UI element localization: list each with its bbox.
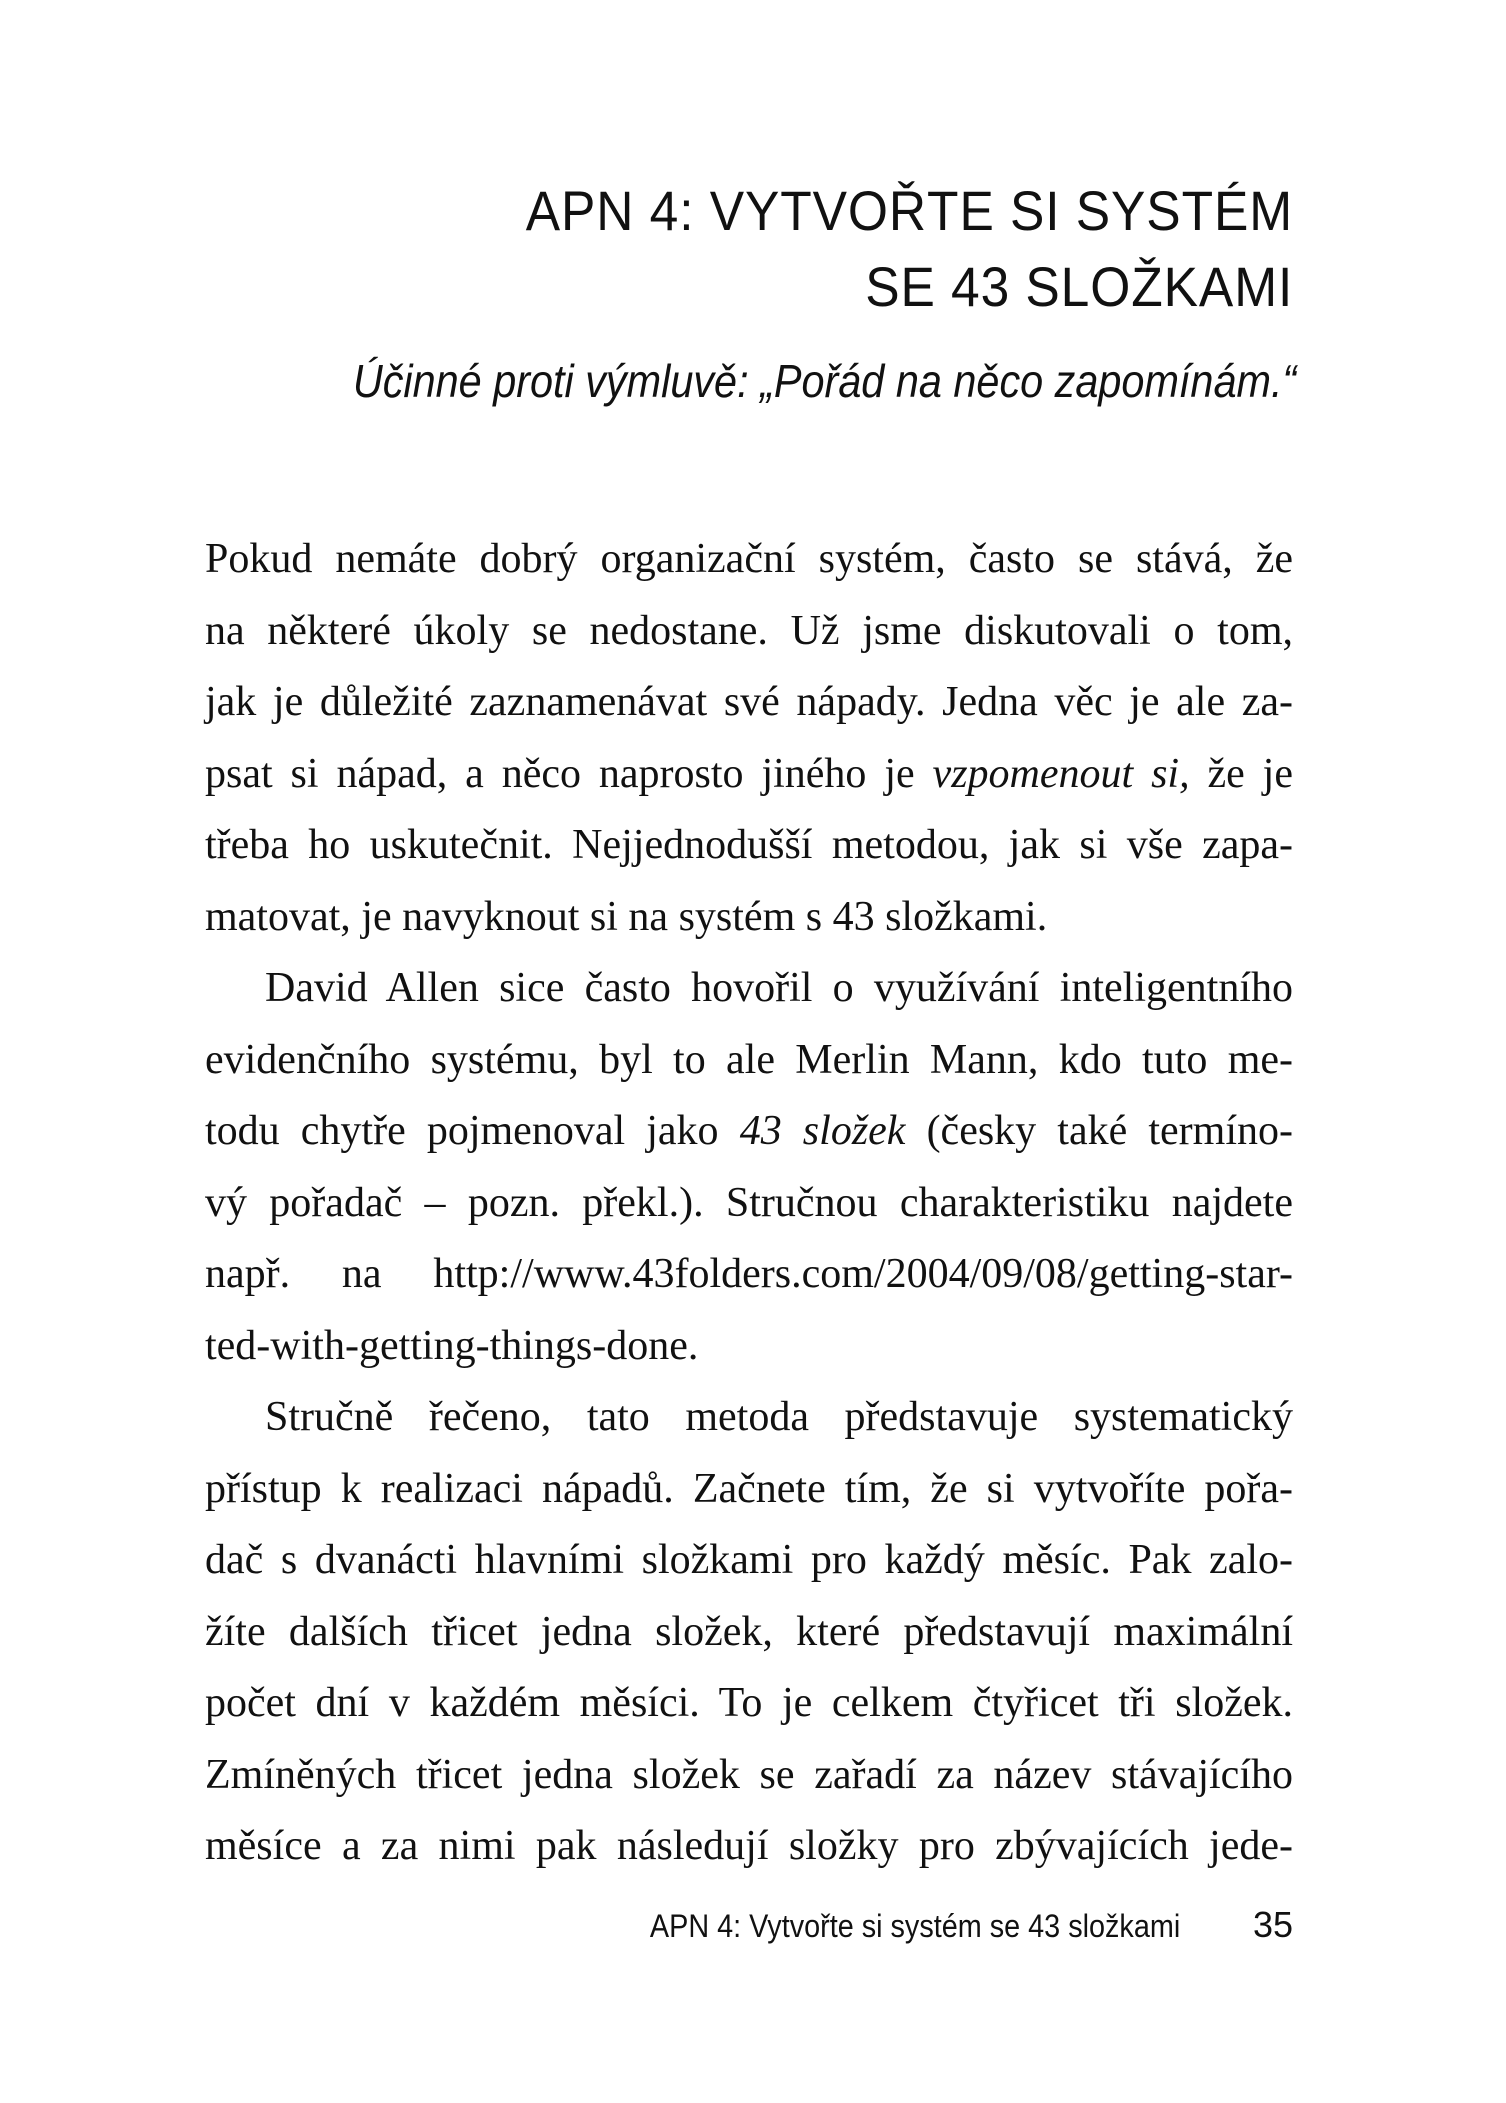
text-segment: Zmíněných třicet jedna složek se zařadí za název stávajícího [205, 1751, 1293, 1798]
text-line [205, 1311, 1293, 1383]
text-line [205, 1239, 1293, 1311]
text-line [205, 1811, 1293, 1883]
text-line [205, 1382, 1293, 1454]
text-line [205, 739, 1293, 811]
text-line [205, 882, 1293, 954]
text-segment: (česky také termíno- [905, 1108, 1293, 1154]
text-segment: počet dní v každém měsíci. To je celkem čtyřicet tři složek. [205, 1680, 1293, 1726]
text-segment: Stručně řečeno, tato metoda představuje systematický [265, 1394, 1293, 1440]
text-line [205, 1597, 1293, 1669]
body-text [205, 524, 1293, 1883]
text-segment: na některé úkoly se nedostane. Už jsme diskutovali o tom, [205, 607, 1293, 654]
text-segment: měsíce a za nimi pak následují složky pro zbývajících jede- [205, 1823, 1293, 1869]
text-segment: vý pořadač – pozn. překl.). Stručnou charakteristiku najdete [205, 1179, 1293, 1226]
text-segment: matovat, je navyknout si na systém s 43 složkami. [205, 893, 1048, 940]
text-line [205, 810, 1293, 882]
text-segment: že je [1189, 750, 1293, 797]
text-line [205, 1525, 1293, 1597]
chapter-title-line-1: APN 4: VYTVOŘTE SI SYSTÉM [525, 179, 1293, 242]
text-line [205, 1025, 1293, 1097]
text-line [205, 596, 1293, 668]
chapter-subtitle: Účinné proti výmluvě: „Pořád na něco zapomínám.“ [352, 355, 1296, 407]
text-segment: žíte dalších třicet jedna složek, které představují maximální [205, 1608, 1293, 1655]
italic-text-segment: 43 složek [739, 1108, 906, 1154]
text-segment: třeba ho uskutečnit. Nejjednodušší metodou, jak si vše zapa- [205, 822, 1293, 868]
text-segment: Pokud nemáte dobrý organizační systém, často se stává, že [205, 536, 1293, 582]
text-line [205, 953, 1293, 1025]
text-segment: David Allen sice často hovořil o využívání inteligentního [265, 965, 1293, 1011]
text-segment: evidenčního systému, byl to ale Merlin Mann, kdo tuto me- [205, 1036, 1293, 1083]
italic-text-segment: vzpomenout si, [932, 750, 1190, 797]
text-segment: např. na http://www.43folders.com/2004/09/08/getting-star- [205, 1251, 1293, 1297]
text-segment: psat si nápad, a něco naprosto jiného je [205, 750, 933, 797]
text-line [205, 1454, 1293, 1526]
text-line [205, 667, 1293, 739]
text-segment: todu chytře pojmenoval jako [205, 1108, 740, 1154]
text-segment: přístup k realizaci nápadů. Začnete tím, že si vytvoříte pořa- [205, 1465, 1293, 1512]
text-segment: jak je důležité zaznamenávat své nápady. Jedna věc je ale za- [205, 679, 1293, 725]
text-segment: ted-with-getting-things-done. [205, 1322, 699, 1369]
text-line [205, 1740, 1293, 1812]
text-line [205, 1096, 1293, 1168]
text-line [205, 1668, 1293, 1740]
text-segment: dač s dvanácti hlavními složkami pro každý měsíc. Pak zalo- [205, 1537, 1293, 1583]
running-footer-title: APN 4: Vytvořte si systém se 43 složkami [649, 1908, 1180, 1944]
text-line [205, 524, 1293, 596]
chapter-title-line-2: SE 43 SLOŽKAMI [864, 255, 1293, 318]
text-line [205, 1168, 1293, 1240]
page-number: 35 [1252, 1904, 1293, 1945]
